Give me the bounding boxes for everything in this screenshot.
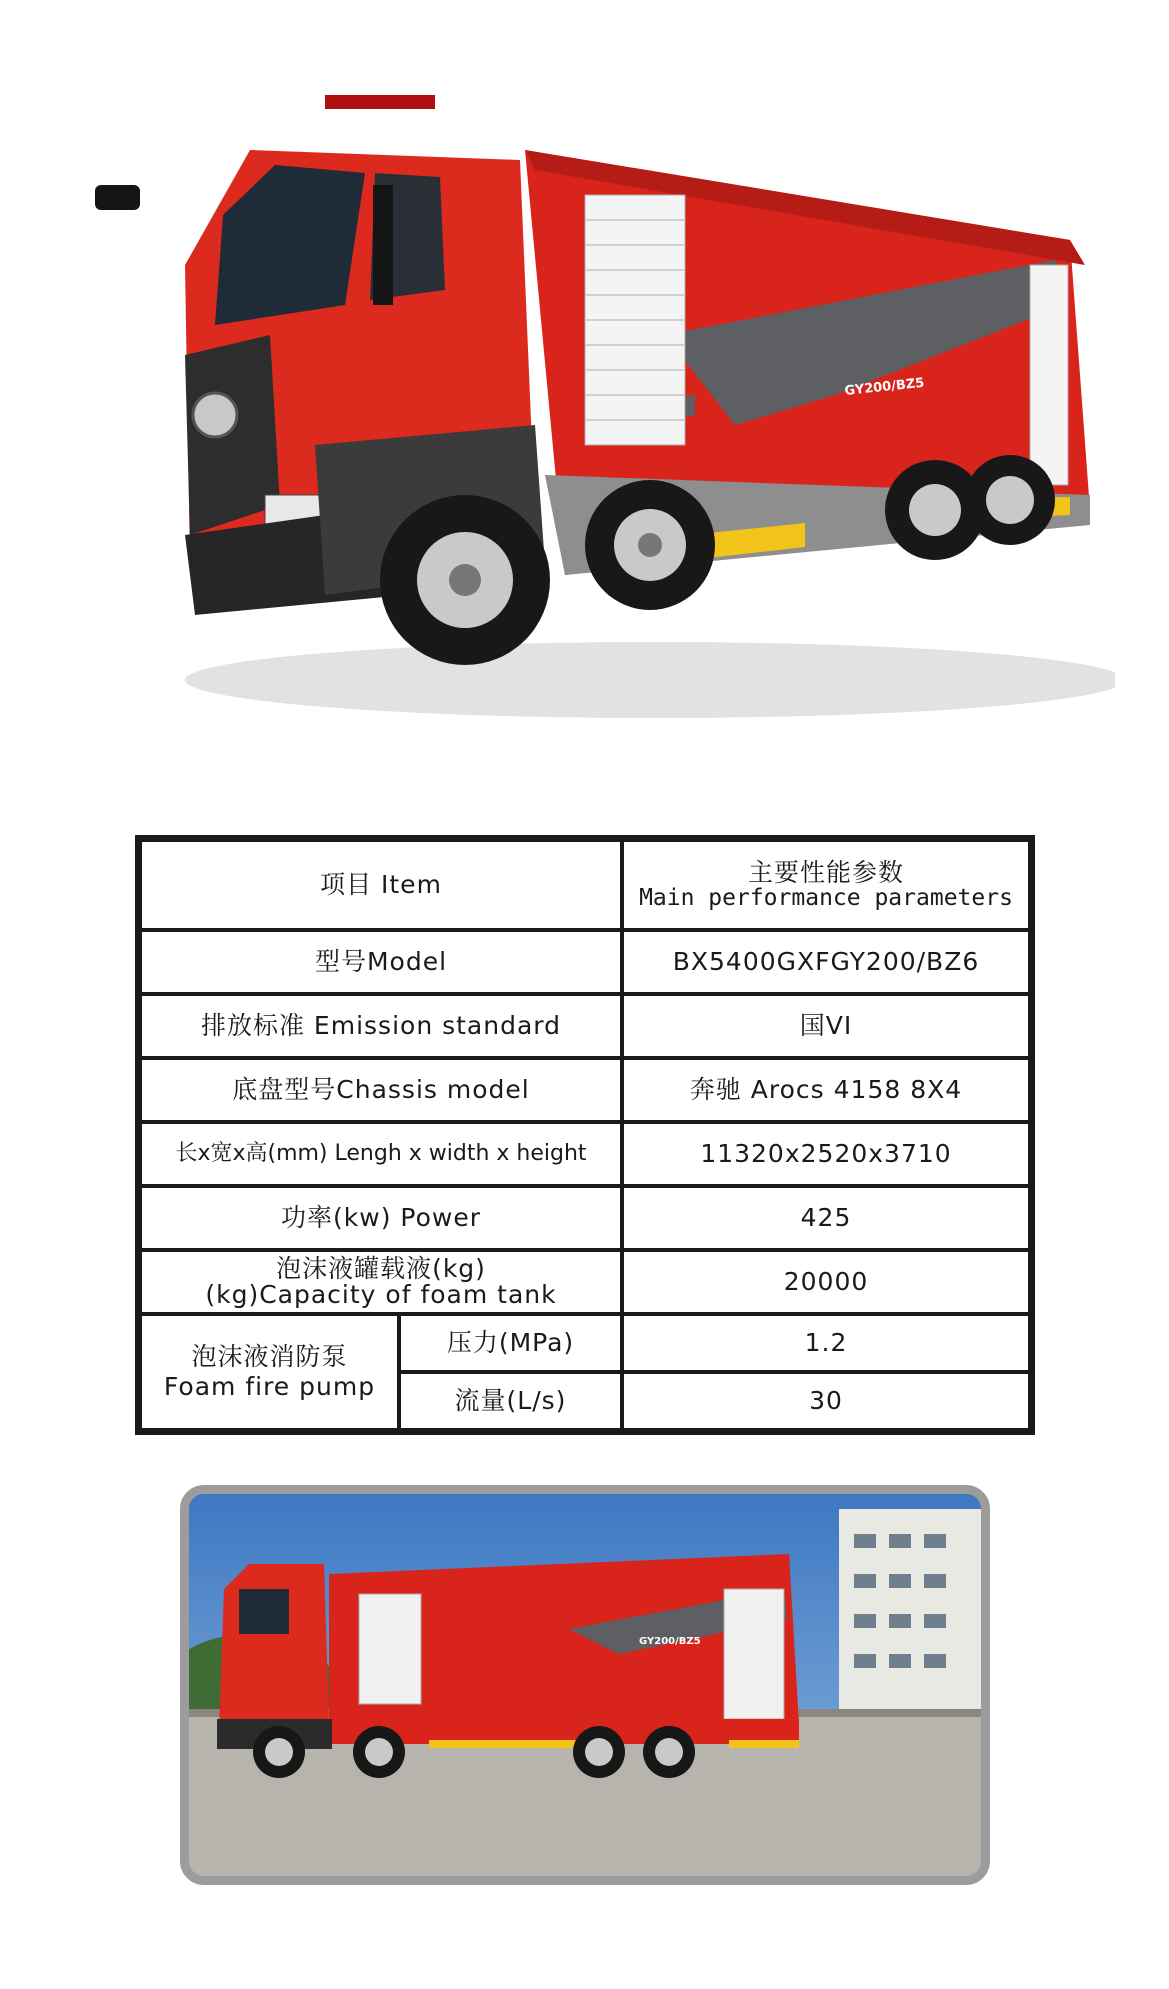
- row-value-dimensions: 11320x2520x3710: [624, 1124, 1028, 1184]
- row-label-foam-pump: 泡沫液消防泵 Foam fire pump: [142, 1316, 397, 1428]
- row-label-emission: 排放标准 Emission standard: [142, 996, 620, 1056]
- row-value-foam-tank: 20000: [624, 1252, 1028, 1312]
- header-param-en: Main performance parameters: [639, 885, 1013, 912]
- roller-shutter-door: [1030, 265, 1068, 485]
- truck-marking: GY200/BZ5: [843, 375, 926, 399]
- row-value-power: 425: [624, 1188, 1028, 1248]
- row-label-model: 型号Model: [142, 932, 620, 992]
- side-truck-cab: [219, 1564, 329, 1729]
- side-roller-shutter: [724, 1589, 784, 1719]
- header-param-cn: 主要性能参数: [747, 857, 904, 887]
- row-value-chassis: 奔驰 Arocs 4158 8X4: [624, 1060, 1028, 1120]
- row-label-dimensions: 长x宽x高(mm) Lengh x width x height: [142, 1124, 620, 1184]
- row-value-emission: 国VI: [624, 996, 1028, 1056]
- side-truck-marking: GY200/BZ5: [639, 1636, 701, 1647]
- header-item: 项目 Item: [320, 869, 442, 899]
- header-param-cell: [624, 842, 1028, 928]
- row-label-flow: 流量(L/s): [401, 1374, 620, 1428]
- side-view-photo: [180, 1485, 990, 1885]
- row-label-power: 功率(kw) Power: [142, 1188, 620, 1248]
- row-value-pressure: 1.2: [624, 1316, 1028, 1370]
- hero-truck-image: [95, 95, 1115, 725]
- row-value-model: BX5400GXFGY200/BZ6: [624, 932, 1028, 992]
- header-item-cell: [142, 842, 620, 928]
- spec-table: [135, 835, 1035, 1435]
- row-label-chassis: 底盘型号Chassis model: [142, 1060, 620, 1120]
- side-roller-shutter: [359, 1594, 421, 1704]
- row-label-pressure: 压力(MPa): [401, 1316, 620, 1370]
- row-value-flow: 30: [624, 1374, 1028, 1428]
- row-label-foam-tank: 泡沫液罐载液(kg) (kg)Capacity of foam tank: [142, 1252, 620, 1312]
- side-view-truck-image: [189, 1494, 981, 1876]
